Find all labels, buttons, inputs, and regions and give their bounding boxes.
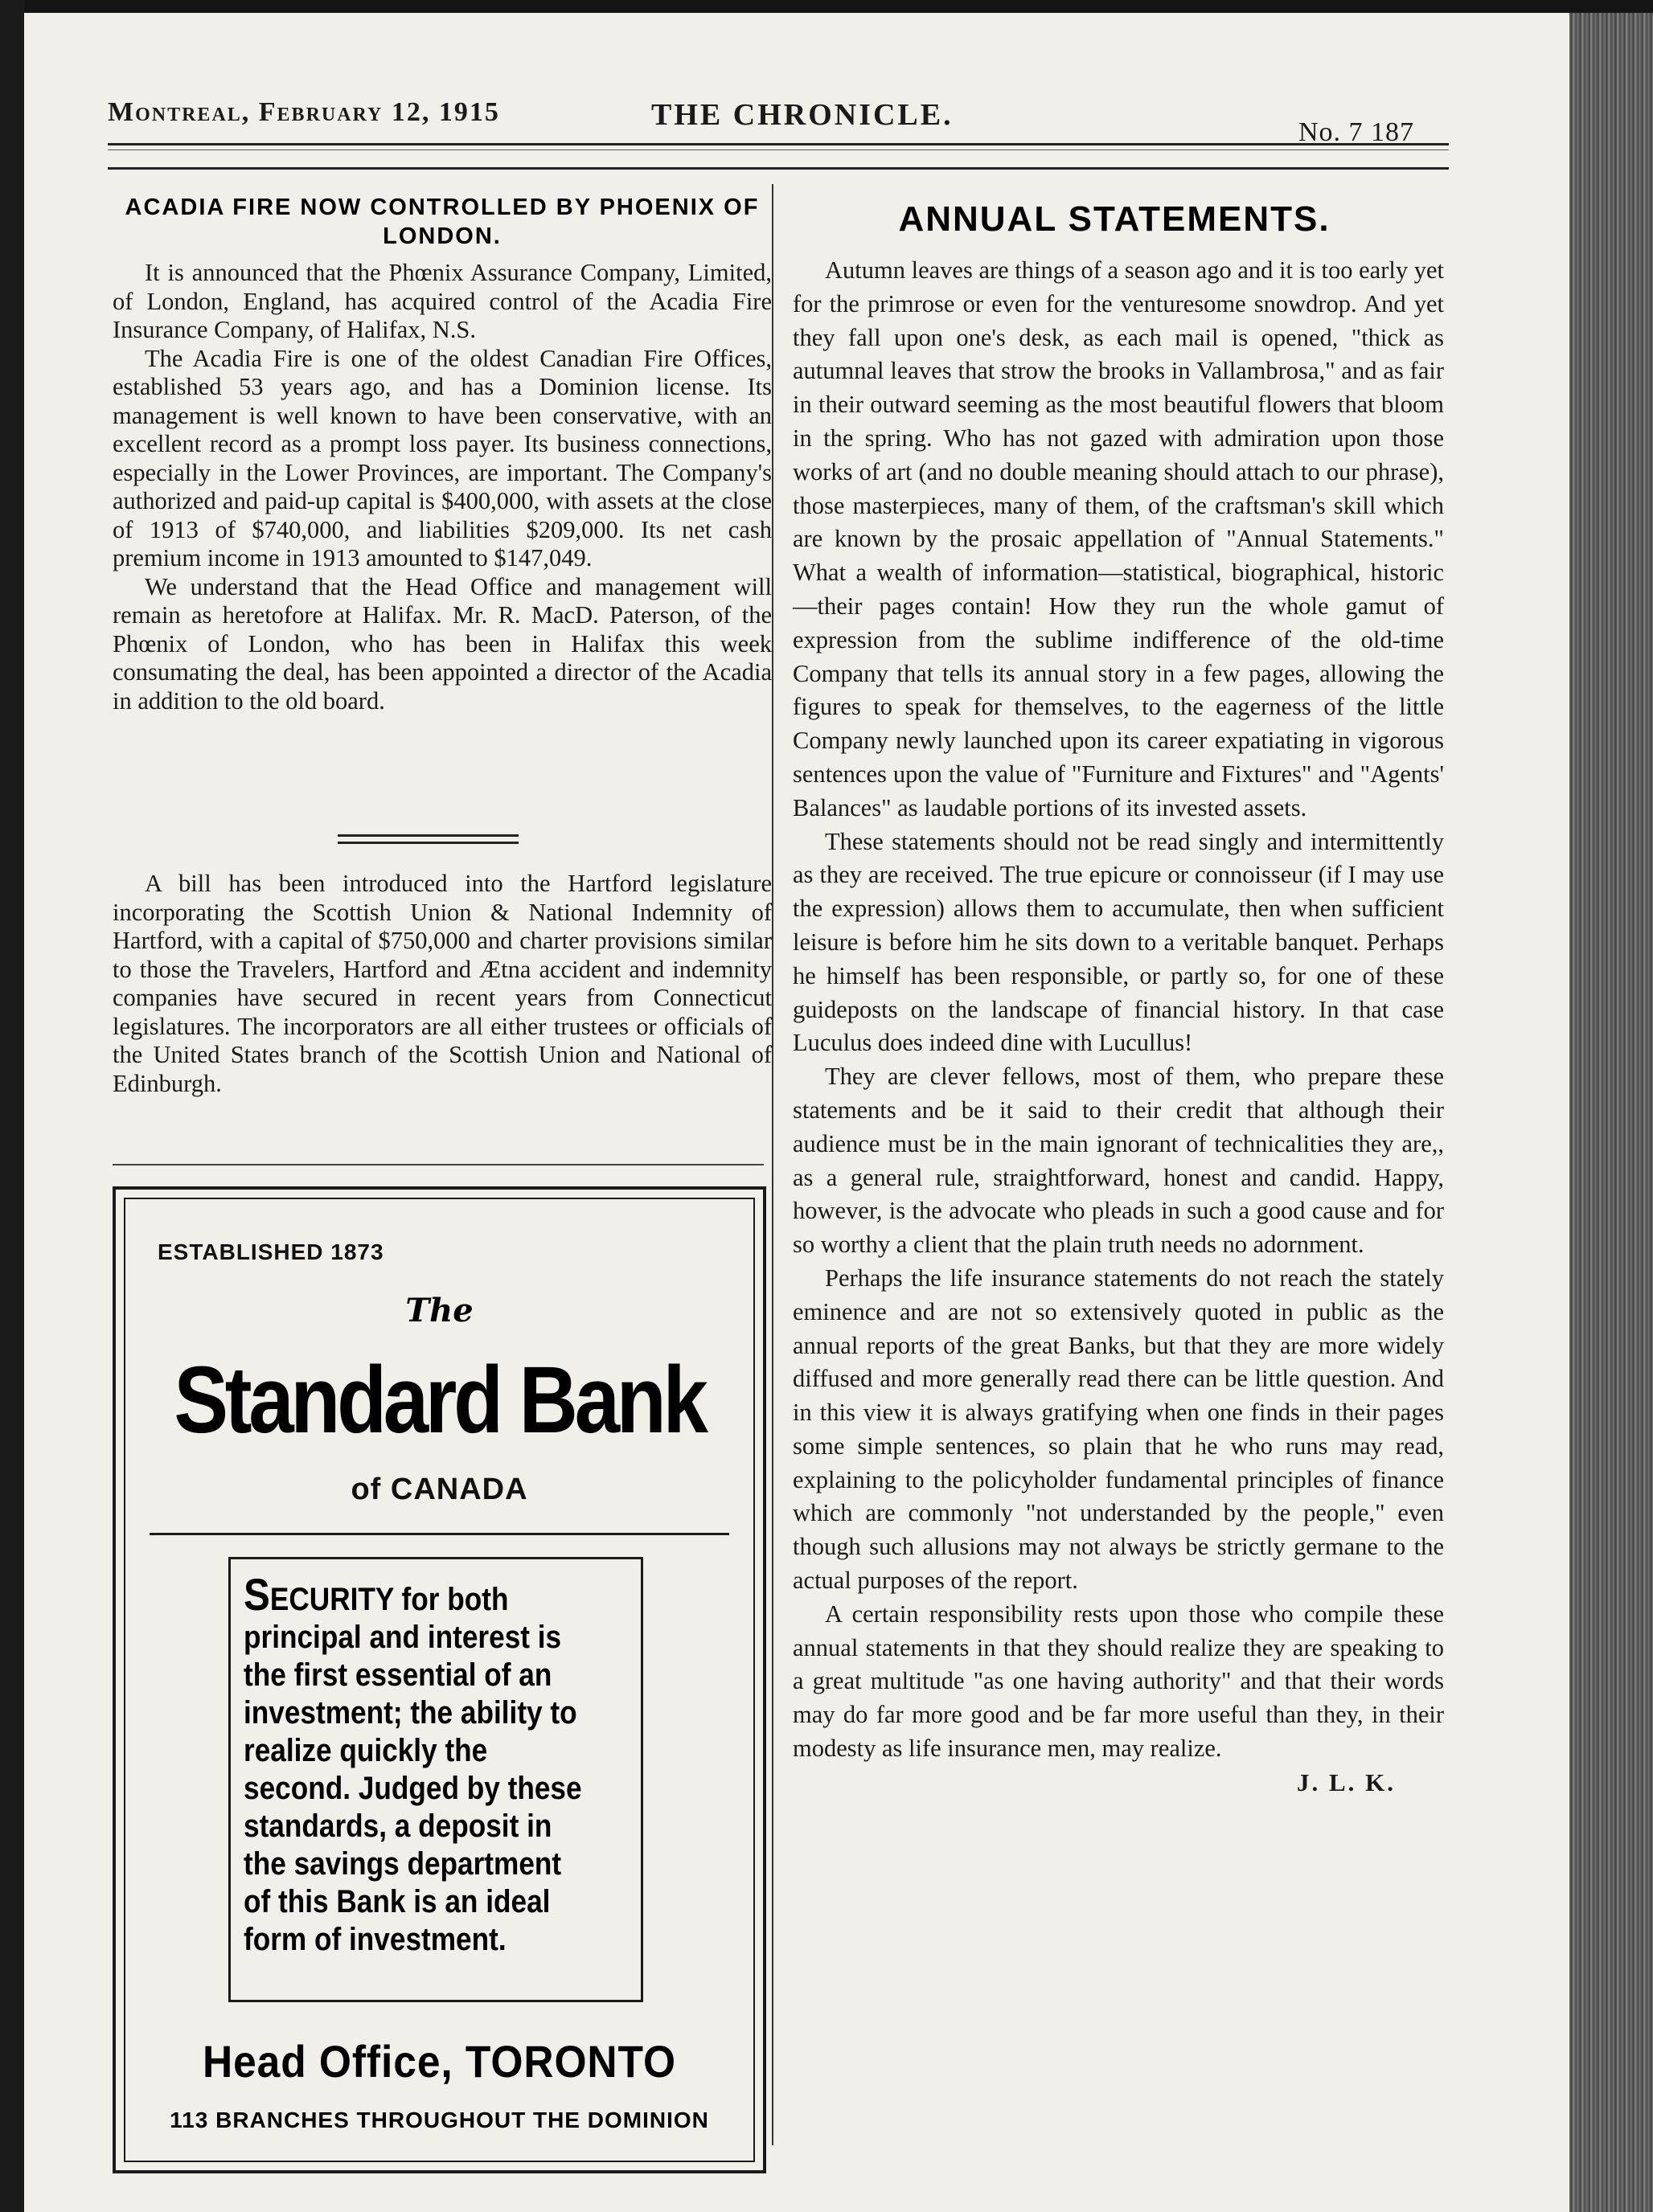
article-annual-statements bbox=[793, 254, 1444, 1800]
column-divider bbox=[772, 184, 773, 2145]
article-paragraph: A bill has been introduced into the Hartford legislature incorporating the Scottish Union & National Indemnity of Hartford, with a capital of $750,000 and charter provisions similar to those the Travelers, Hartford and Ætna accident and indemnity companies have secured in recent years from Connecticut legislatures. The incorporators are all either trustees or officials of the United States branch of the Scottish Union and National of Edinburgh. bbox=[113, 870, 772, 1097]
header-masthead: THE CHRONICLE. bbox=[651, 98, 954, 132]
article-paragraph: They are clever fellows, most of them, who prepare these statements and be it said to their credit that although their audience must be in the main ignorant of technicalities they are,, as a general rule, straightforward, honest and candid. Happy, however, is the advocate who pleads in such a good cause and for so worthy a client that the plain truth needs no adornment. bbox=[793, 1063, 1444, 1259]
article-paragraph: We understand that the Head Office and management will remain as heretofore at Halifax. Mr. R. MacD. Paterson, of the Phœnix of London, who has been in Halifax this week consumating the deal, has been appointed a director of the Acadia in addition to the old board. bbox=[113, 572, 772, 715]
ad-bank-name: Standard Bank bbox=[174, 1347, 705, 1453]
article-hartford-bill bbox=[113, 870, 772, 1098]
ad-the: The bbox=[405, 1292, 474, 1329]
ad-of-canada: of CANADA bbox=[351, 1473, 528, 1506]
ad-inner-border bbox=[124, 1198, 755, 2162]
article-paragraph: These statements should not be read singly and intermittently as they are received. The true epicure or connoisseur (if I may use the expression) allows them to accumulate, then when sufficient leisure is before him he sits down to a veritable banquet. Perhaps he himself has been responsible, or partly so, for one of these guideposts on the landscape of financial history. In that case Luculus does indeed dine with Lucullus! bbox=[793, 827, 1444, 1057]
header-page-number: No. 7 187 bbox=[1298, 117, 1415, 147]
article-title-annual-statements: ANNUAL STATEMENTS. bbox=[898, 199, 1331, 239]
article-paragraph: Perhaps the life insurance statements do not reach the stately eminence and are not so extensively quoted in public as the annual reports of the great Banks, but that they are more widely diffused and more generally read there can be little question. And in this view it is always gratifying when one finds in their pages some simple sentences, so plain that he who runs may read, explaining to the policyholder fundamental principles of finance which are commonly "not understanded by the people," even though such allusions may not always be strictly germane to the actual purposes of the report. bbox=[793, 1264, 1444, 1595]
article-signature: J. L. K. bbox=[1296, 1768, 1396, 1796]
ad-rule bbox=[150, 1533, 729, 1535]
ad-head-office: Head Office, TORONTO bbox=[202, 2036, 677, 2087]
section-divider bbox=[338, 834, 519, 844]
header-dateline: Montreal, February 12, 1915 bbox=[108, 97, 500, 127]
article-acadia bbox=[113, 259, 772, 715]
article-paragraph: The Acadia Fire is one of the oldest Canadian Fire Offices, established 53 years ago, and has a Dominion license. Its management is well known to have been conservative, with an excellent record as a prompt loss payer. Its business connections, especially in the Lower Provinces, are important. The Company's authorized and paid-up capital is $400,000, with assets at the close of 1913 of $740,000, and liabilities $209,000. Its net cash premium income in 1913 amounted to $147,049. bbox=[113, 344, 772, 571]
ad-established: ESTABLISHED 1873 bbox=[158, 1239, 384, 1264]
ad-drop-cap: S bbox=[244, 1569, 270, 1620]
ad-security-text bbox=[244, 1569, 583, 1959]
header-rule-lower bbox=[108, 167, 1449, 170]
book-page-edges bbox=[1569, 13, 1653, 2212]
section-rule bbox=[113, 1164, 764, 1165]
ad-branches: 113 BRANCHES THROUGHOUT THE DOMINION bbox=[170, 2108, 709, 2132]
ad-security-body: ECURITY for both principal and interest is the first essential of an investment; the ability to realize quickly the second. Judged by these standards, a deposit in the savings department of this Bank is an ideal form of investment. bbox=[244, 1582, 582, 1957]
header-rule bbox=[108, 143, 1449, 145]
scan-left-border bbox=[0, 0, 24, 2212]
newspaper-page bbox=[24, 13, 1569, 2212]
article-paragraph: It is announced that the Phœnix Assurance Company, Limited, of London, England, has acquired control of the Acadia Fire Insurance Company, of Halifax, N.S. bbox=[113, 259, 772, 343]
article-paragraph: A certain responsibility rests upon those who compile these annual statements in that they should realize they are speaking to a great multitude "as one having authority" and that their words may do far more good and be far more useful than they, in their modesty as life insurance men, may realize. bbox=[793, 1600, 1444, 1763]
article-title-acadia: ACADIA FIRE NOW CONTROLLED BY PHOENIX OF LONDON. bbox=[125, 195, 760, 249]
article-paragraph: Autumn leaves are things of a season ago and it is too early yet for the primrose or even for the venturesome snowdrop. And yet they fall upon one's desk, as each mail is opened, "thick as autumnal leaves that strow the brooks in Vallambrosa," and as fair in their outward seeming as the most beautiful flowers that bloom in the spring. Who has not gazed with admiration upon those works of art (and no double meaning should attach to our phrase), those masterpieces, many of them, of the craftsman's skill which are known by the prosaic appellation of "Annual Statements." What a wealth of information—statistical, biographical, historic—their pages contain! How they run the whole gamut of expression from the sublime indifference of the old-time Company that tells its annual story in a few pages, allowing the figures to speak for themselves, to the eagerness of the little Company newly launched upon its career expatiating in vigorous sentences upon the value of "Furniture and Fixtures" and "Agents' Balances" as laudable portions of its invested assets. bbox=[793, 256, 1444, 821]
ad-security-box bbox=[228, 1557, 643, 2002]
standard-bank-advertisement bbox=[113, 1186, 766, 2173]
